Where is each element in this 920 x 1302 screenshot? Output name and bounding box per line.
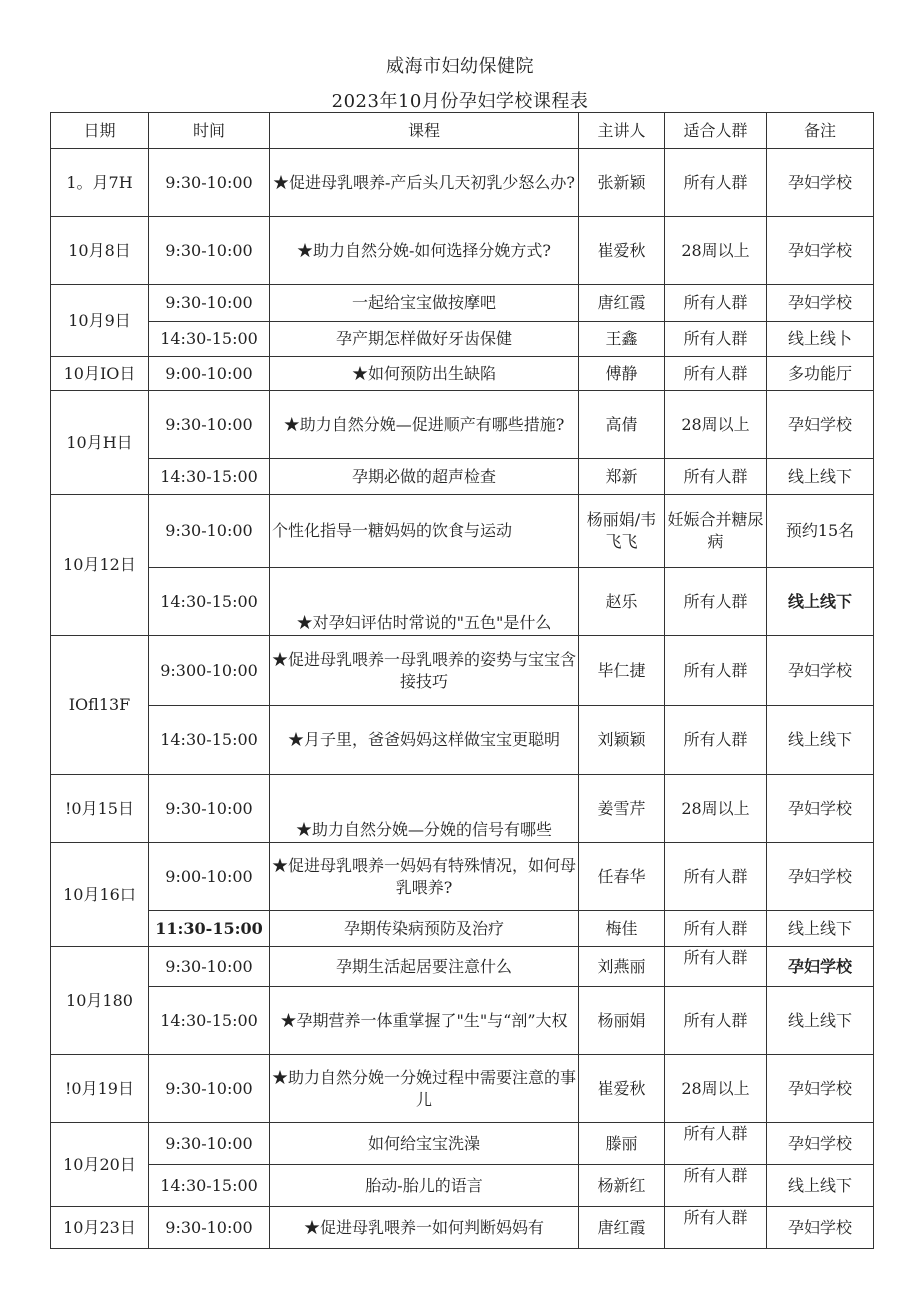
audience-cell: 所有人群 <box>665 568 767 636</box>
note-cell: 线上线下 <box>767 706 874 775</box>
speaker-cell: 滕丽 <box>579 1123 665 1165</box>
note-cell: 预约15名 <box>767 495 874 568</box>
time-cell: 9:00-10:00 <box>149 357 270 391</box>
table-row <box>51 357 874 391</box>
table-row <box>51 911 874 947</box>
date-cell: 10月H日 <box>51 391 149 495</box>
course-cell: ★助力自然分娩—促进顺产有哪些措施? <box>270 391 579 459</box>
note-cell: 线上线下 <box>767 568 874 636</box>
speaker-cell: 王鑫 <box>579 322 665 357</box>
table-row <box>51 217 874 285</box>
time-cell: 14:30-15:00 <box>149 322 270 357</box>
table-row <box>51 495 874 568</box>
time-cell: 11:30-15:00 <box>149 911 270 947</box>
course-cell: 一起给宝宝做按摩吧 <box>270 285 579 322</box>
time-cell: 9:30-10:00 <box>149 149 270 217</box>
speaker-cell: 姜雪芹 <box>579 775 665 843</box>
note-cell: 孕妇学校 <box>767 1123 874 1165</box>
table-row <box>51 636 874 706</box>
speaker-cell: 刘燕丽 <box>579 947 665 987</box>
course-cell: ★月子里，爸爸妈妈这样做宝宝更聪明 <box>270 706 579 775</box>
time-cell: 9:30-10:00 <box>149 495 270 568</box>
col-header-note: 备注 <box>767 113 874 149</box>
table-row <box>51 149 874 217</box>
audience-cell: 所有人群 <box>665 947 767 987</box>
time-cell: 14:30-15:00 <box>149 1165 270 1207</box>
date-cell: IOfl13F <box>51 636 149 775</box>
schedule-table <box>50 112 874 1249</box>
course-cell: ★助力自然分娩-如何选择分娩方式? <box>270 217 579 285</box>
speaker-cell: 傅静 <box>579 357 665 391</box>
course-cell: ★对孕妇评估时常说的"五色"是什么 <box>270 568 579 636</box>
time-cell: 9:00-10:00 <box>149 843 270 911</box>
course-cell: ★促进母乳喂养-产后头几天初乳少怒么办? <box>270 149 579 217</box>
audience-cell: 妊娠合并糖尿病 <box>665 495 767 568</box>
speaker-cell: 崔爱秋 <box>579 1055 665 1123</box>
col-header-speaker: 主讲人 <box>579 113 665 149</box>
time-cell: 14:30-15:00 <box>149 568 270 636</box>
time-cell: 9:30-10:00 <box>149 391 270 459</box>
speaker-cell: 唐红霞 <box>579 1207 665 1249</box>
date-cell: 10月180 <box>51 947 149 1055</box>
table-row <box>51 1055 874 1123</box>
table-row <box>51 775 874 843</box>
audience-cell: 所有人群 <box>665 1207 767 1249</box>
note-cell: 线上线下 <box>767 911 874 947</box>
course-cell: ★促进母乳喂养一母乳喂养的姿势与宝宝含接技巧 <box>270 636 579 706</box>
course-cell: 孕产期怎样做好牙齿保健 <box>270 322 579 357</box>
table-row <box>51 1207 874 1249</box>
col-header-course: 课程 <box>270 113 579 149</box>
course-cell: ★促进母乳喂养一妈妈有特殊情况，如何母乳喂养? <box>270 843 579 911</box>
time-cell: 9:30-10:00 <box>149 947 270 987</box>
time-cell: 14:30-15:00 <box>149 459 270 495</box>
course-cell: 如何给宝宝洗澡 <box>270 1123 579 1165</box>
audience-cell: 所有人群 <box>665 1123 767 1165</box>
speaker-cell: 崔爱秋 <box>579 217 665 285</box>
note-cell: 孕妇学校 <box>767 217 874 285</box>
date-cell: 10月12日 <box>51 495 149 636</box>
note-cell: 孕妇学校 <box>767 843 874 911</box>
note-cell: 线上线下 <box>767 1165 874 1207</box>
speaker-cell: 唐红霞 <box>579 285 665 322</box>
audience-cell: 所有人群 <box>665 706 767 775</box>
date-cell: !0月15日 <box>51 775 149 843</box>
audience-cell: 所有人群 <box>665 1165 767 1207</box>
audience-cell: 所有人群 <box>665 357 767 391</box>
speaker-cell: 郑新 <box>579 459 665 495</box>
date-cell: !0月19日 <box>51 1055 149 1123</box>
time-cell: 14:30-15:00 <box>149 987 270 1055</box>
course-cell: ★助力自然分娩一分娩过程中需要注意的事儿 <box>270 1055 579 1123</box>
note-cell: 线上线下 <box>767 459 874 495</box>
header-row <box>51 113 874 149</box>
note-cell: 线上线下 <box>767 987 874 1055</box>
date-cell: 10月8日 <box>51 217 149 285</box>
course-cell: ★如何预防出生缺陷 <box>270 357 579 391</box>
col-header-date: 日期 <box>51 113 149 149</box>
table-row <box>51 706 874 775</box>
table-row <box>51 285 874 322</box>
table-row <box>51 459 874 495</box>
table-row <box>51 987 874 1055</box>
time-cell: 9:30-10:00 <box>149 285 270 322</box>
table-row <box>51 322 874 357</box>
note-cell: 多功能厅 <box>767 357 874 391</box>
page-subtitle: 2023年10月份孕妇学校课程表 <box>331 91 589 112</box>
audience-cell: 28周以上 <box>665 775 767 843</box>
course-cell: 个性化指导一糖妈妈的饮食与运动 <box>270 495 579 568</box>
audience-cell: 所有人群 <box>665 911 767 947</box>
speaker-cell: 张新颖 <box>579 149 665 217</box>
note-cell: 孕妇学校 <box>767 947 874 987</box>
speaker-cell: 杨丽娟/韦飞飞 <box>579 495 665 568</box>
course-cell: 孕期传染病预防及治疗 <box>270 911 579 947</box>
table-row <box>51 568 874 636</box>
audience-cell: 28周以上 <box>665 217 767 285</box>
course-cell: ★孕期营养一体重掌握了"生"与“剖”大权 <box>270 987 579 1055</box>
time-cell: 9:300-10:00 <box>149 636 270 706</box>
time-cell: 9:30-10:00 <box>149 775 270 843</box>
date-cell: 10月IO日 <box>51 357 149 391</box>
date-cell: 10月16口 <box>51 843 149 947</box>
note-cell: 孕妇学校 <box>767 285 874 322</box>
time-cell: 9:30-10:00 <box>149 1055 270 1123</box>
table-row <box>51 1123 874 1165</box>
speaker-cell: 杨丽娟 <box>579 987 665 1055</box>
audience-cell: 所有人群 <box>665 843 767 911</box>
course-cell: 孕期必做的超声检查 <box>270 459 579 495</box>
note-cell: 孕妇学校 <box>767 1207 874 1249</box>
audience-cell: 28周以上 <box>665 391 767 459</box>
date-cell: 10月23日 <box>51 1207 149 1249</box>
audience-cell: 所有人群 <box>665 322 767 357</box>
date-cell: 10月20日 <box>51 1123 149 1207</box>
speaker-cell: 任春华 <box>579 843 665 911</box>
table-row <box>51 391 874 459</box>
speaker-cell: 高倩 <box>579 391 665 459</box>
table-row <box>51 947 874 987</box>
table-row <box>51 1165 874 1207</box>
table-row <box>51 843 874 911</box>
course-cell: ★助力自然分娩—分娩的信号有哪些 <box>270 775 579 843</box>
note-cell: 孕妇学校 <box>767 636 874 706</box>
note-cell: 线上线卜 <box>767 322 874 357</box>
time-cell: 9:30-10:00 <box>149 1207 270 1249</box>
note-cell: 孕妇学校 <box>767 391 874 459</box>
speaker-cell: 梅佳 <box>579 911 665 947</box>
col-header-time: 时间 <box>149 113 270 149</box>
col-header-audience: 适合人群 <box>665 113 767 149</box>
course-cell: ★促进母乳喂养一如何判断妈妈有 <box>270 1207 579 1249</box>
course-cell: 孕期生活起居要注意什么 <box>270 947 579 987</box>
date-cell: 1。月7H <box>51 149 149 217</box>
note-cell: 孕妇学校 <box>767 1055 874 1123</box>
audience-cell: 所有人群 <box>665 285 767 322</box>
speaker-cell: 赵乐 <box>579 568 665 636</box>
audience-cell: 所有人群 <box>665 149 767 217</box>
speaker-cell: 杨新红 <box>579 1165 665 1207</box>
note-cell: 孕妇学校 <box>767 775 874 843</box>
time-cell: 9:30-10:00 <box>149 217 270 285</box>
page-title: 威海市妇幼保健院 <box>386 56 534 77</box>
time-cell: 9:30-10:00 <box>149 1123 270 1165</box>
date-cell: 10月9日 <box>51 285 149 357</box>
speaker-cell: 刘颖颖 <box>579 706 665 775</box>
speaker-cell: 毕仁捷 <box>579 636 665 706</box>
audience-cell: 所有人群 <box>665 459 767 495</box>
audience-cell: 所有人群 <box>665 987 767 1055</box>
audience-cell: 28周以上 <box>665 1055 767 1123</box>
course-cell: 胎动-胎儿的语言 <box>270 1165 579 1207</box>
audience-cell: 所有人群 <box>665 636 767 706</box>
time-cell: 14:30-15:00 <box>149 706 270 775</box>
note-cell: 孕妇学校 <box>767 149 874 217</box>
